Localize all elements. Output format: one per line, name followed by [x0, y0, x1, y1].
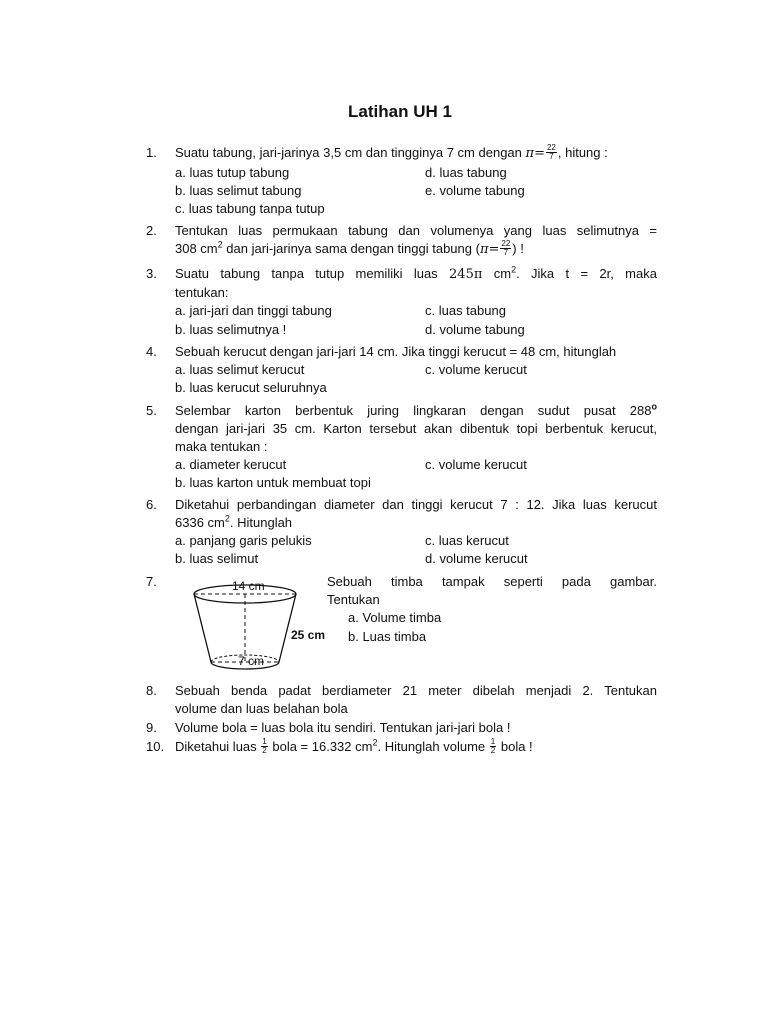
option-a: a. Volume timba [348, 610, 442, 625]
bottom-diameter-label: 7 cm [238, 654, 265, 668]
height-label: 25 cm [291, 628, 326, 642]
question-text-line: Selembar karton berbentuk juring lingkaran dengan sudut pusat 288$^o$ [175, 401, 657, 418]
question-text: Volume bola = luas bola itu sendiri. Tentukan jari-jari bola ! [175, 720, 511, 735]
question-number: 4. [146, 344, 157, 359]
question-text-line: Sebuah timba tampak seperti pada gambar. [327, 574, 657, 589]
option-b: b. luas selimutnya ! [175, 322, 287, 337]
question-text-line: Tentukan [327, 592, 380, 607]
bucket-figure [190, 574, 340, 677]
question-number: 9. [146, 720, 157, 735]
question-number: 5. [146, 403, 157, 418]
question-text-line: Tentukan luas permukaan tabung dan volumenya yang luas selimutnya = [175, 223, 657, 238]
fraction: $\frac{1}{2}$ [490, 737, 496, 756]
fraction: $\frac{22}{7}$ [501, 239, 511, 258]
page-title: Latihan UH 1 [348, 102, 452, 121]
bucket-left-side [194, 594, 211, 662]
option-c: c. volume kerucut [425, 457, 527, 472]
option-c: c. luas tabung tanpa tutup [175, 201, 325, 216]
question-text-line: volume dan luas belahan bola [175, 701, 348, 716]
option-b: b. Luas timba [348, 629, 427, 644]
question-text: Diketahui luas $\frac{1}{2}$ bola = 16.332 $cm^2$. Hitunglah volume $\frac{1}{2}$ bola ! [175, 737, 533, 756]
option-a: a. luas tutup tabung [175, 165, 290, 180]
question-number: 7. [146, 574, 157, 589]
option-e: e. volume tabung [425, 183, 525, 198]
option-d: d. volume kerucut [425, 551, 528, 566]
option-b: b. luas selimut [175, 551, 259, 566]
option-a: a. diameter kerucut [175, 457, 287, 472]
question-text-line: 6336 $cm^2$. Hitunglah [175, 513, 293, 530]
question-number: 8. [146, 683, 157, 698]
option-c: c. luas kerucut [425, 533, 509, 548]
option-a: a. panjang garis pelukis [175, 533, 312, 548]
option-b: b. luas selimut tabung [175, 183, 302, 198]
option-d: d. volume tabung [425, 322, 525, 337]
question-text: Suatu tabung, jari-jarinya 3,5 cm dan tingginya 7 cm dengan π= $\frac{22}{7}$ , hitung : [175, 143, 608, 162]
question-number: 2. [146, 223, 157, 238]
question-number: 10. [146, 739, 165, 754]
option-c: c. luas tabung [425, 303, 506, 318]
question-text-line: Suatu tabung tanpa tutup memiliki luas 245π $cm^2$. Jika t = 2r, maka [175, 264, 657, 282]
question-number: 6. [146, 497, 157, 512]
option-b: b. luas kerucut seluruhnya [175, 380, 327, 395]
question-text-line: Sebuah benda padat berdiameter 21 meter dibelah menjadi 2. Tentukan [175, 683, 657, 698]
bucket-diagram [190, 574, 340, 674]
option-b: b. luas karton untuk membuat topi [175, 475, 371, 490]
question-text-line: Diketahui perbandingan diameter dan tinggi kerucut 7 : 12. Jika luas kerucut [175, 497, 657, 512]
question-number: 1. [146, 145, 157, 160]
question-text-line: tentukan: [175, 285, 229, 300]
option-d: d. luas tabung [425, 165, 507, 180]
question-text-line: dengan jari-jari 35 cm. Karton tersebut akan dibentuk topi berbentuk kerucut, [175, 421, 657, 436]
option-c: c. volume kerucut [425, 362, 527, 377]
fraction: $\frac{22}{7}$ [546, 143, 556, 162]
question-text: Sebuah kerucut dengan jari-jari 14 cm. Jika tinggi kerucut = 48 cm, hitunglah [175, 344, 617, 359]
question-text-line: 308 $cm^2$ dan jari-jarinya sama dengan tinggi tabung (π= $\frac{22}{7}$ ) ! [175, 239, 524, 258]
question-text-line: maka tentukan : [175, 439, 268, 454]
option-a: a. luas selimut kerucut [175, 362, 305, 377]
option-a: a. jari-jari dan tinggi tabung [175, 303, 332, 318]
question-number: 3. [146, 266, 157, 281]
top-diameter-label: 14 cm [232, 579, 265, 593]
fraction: $\frac{1}{2}$ [262, 737, 267, 756]
